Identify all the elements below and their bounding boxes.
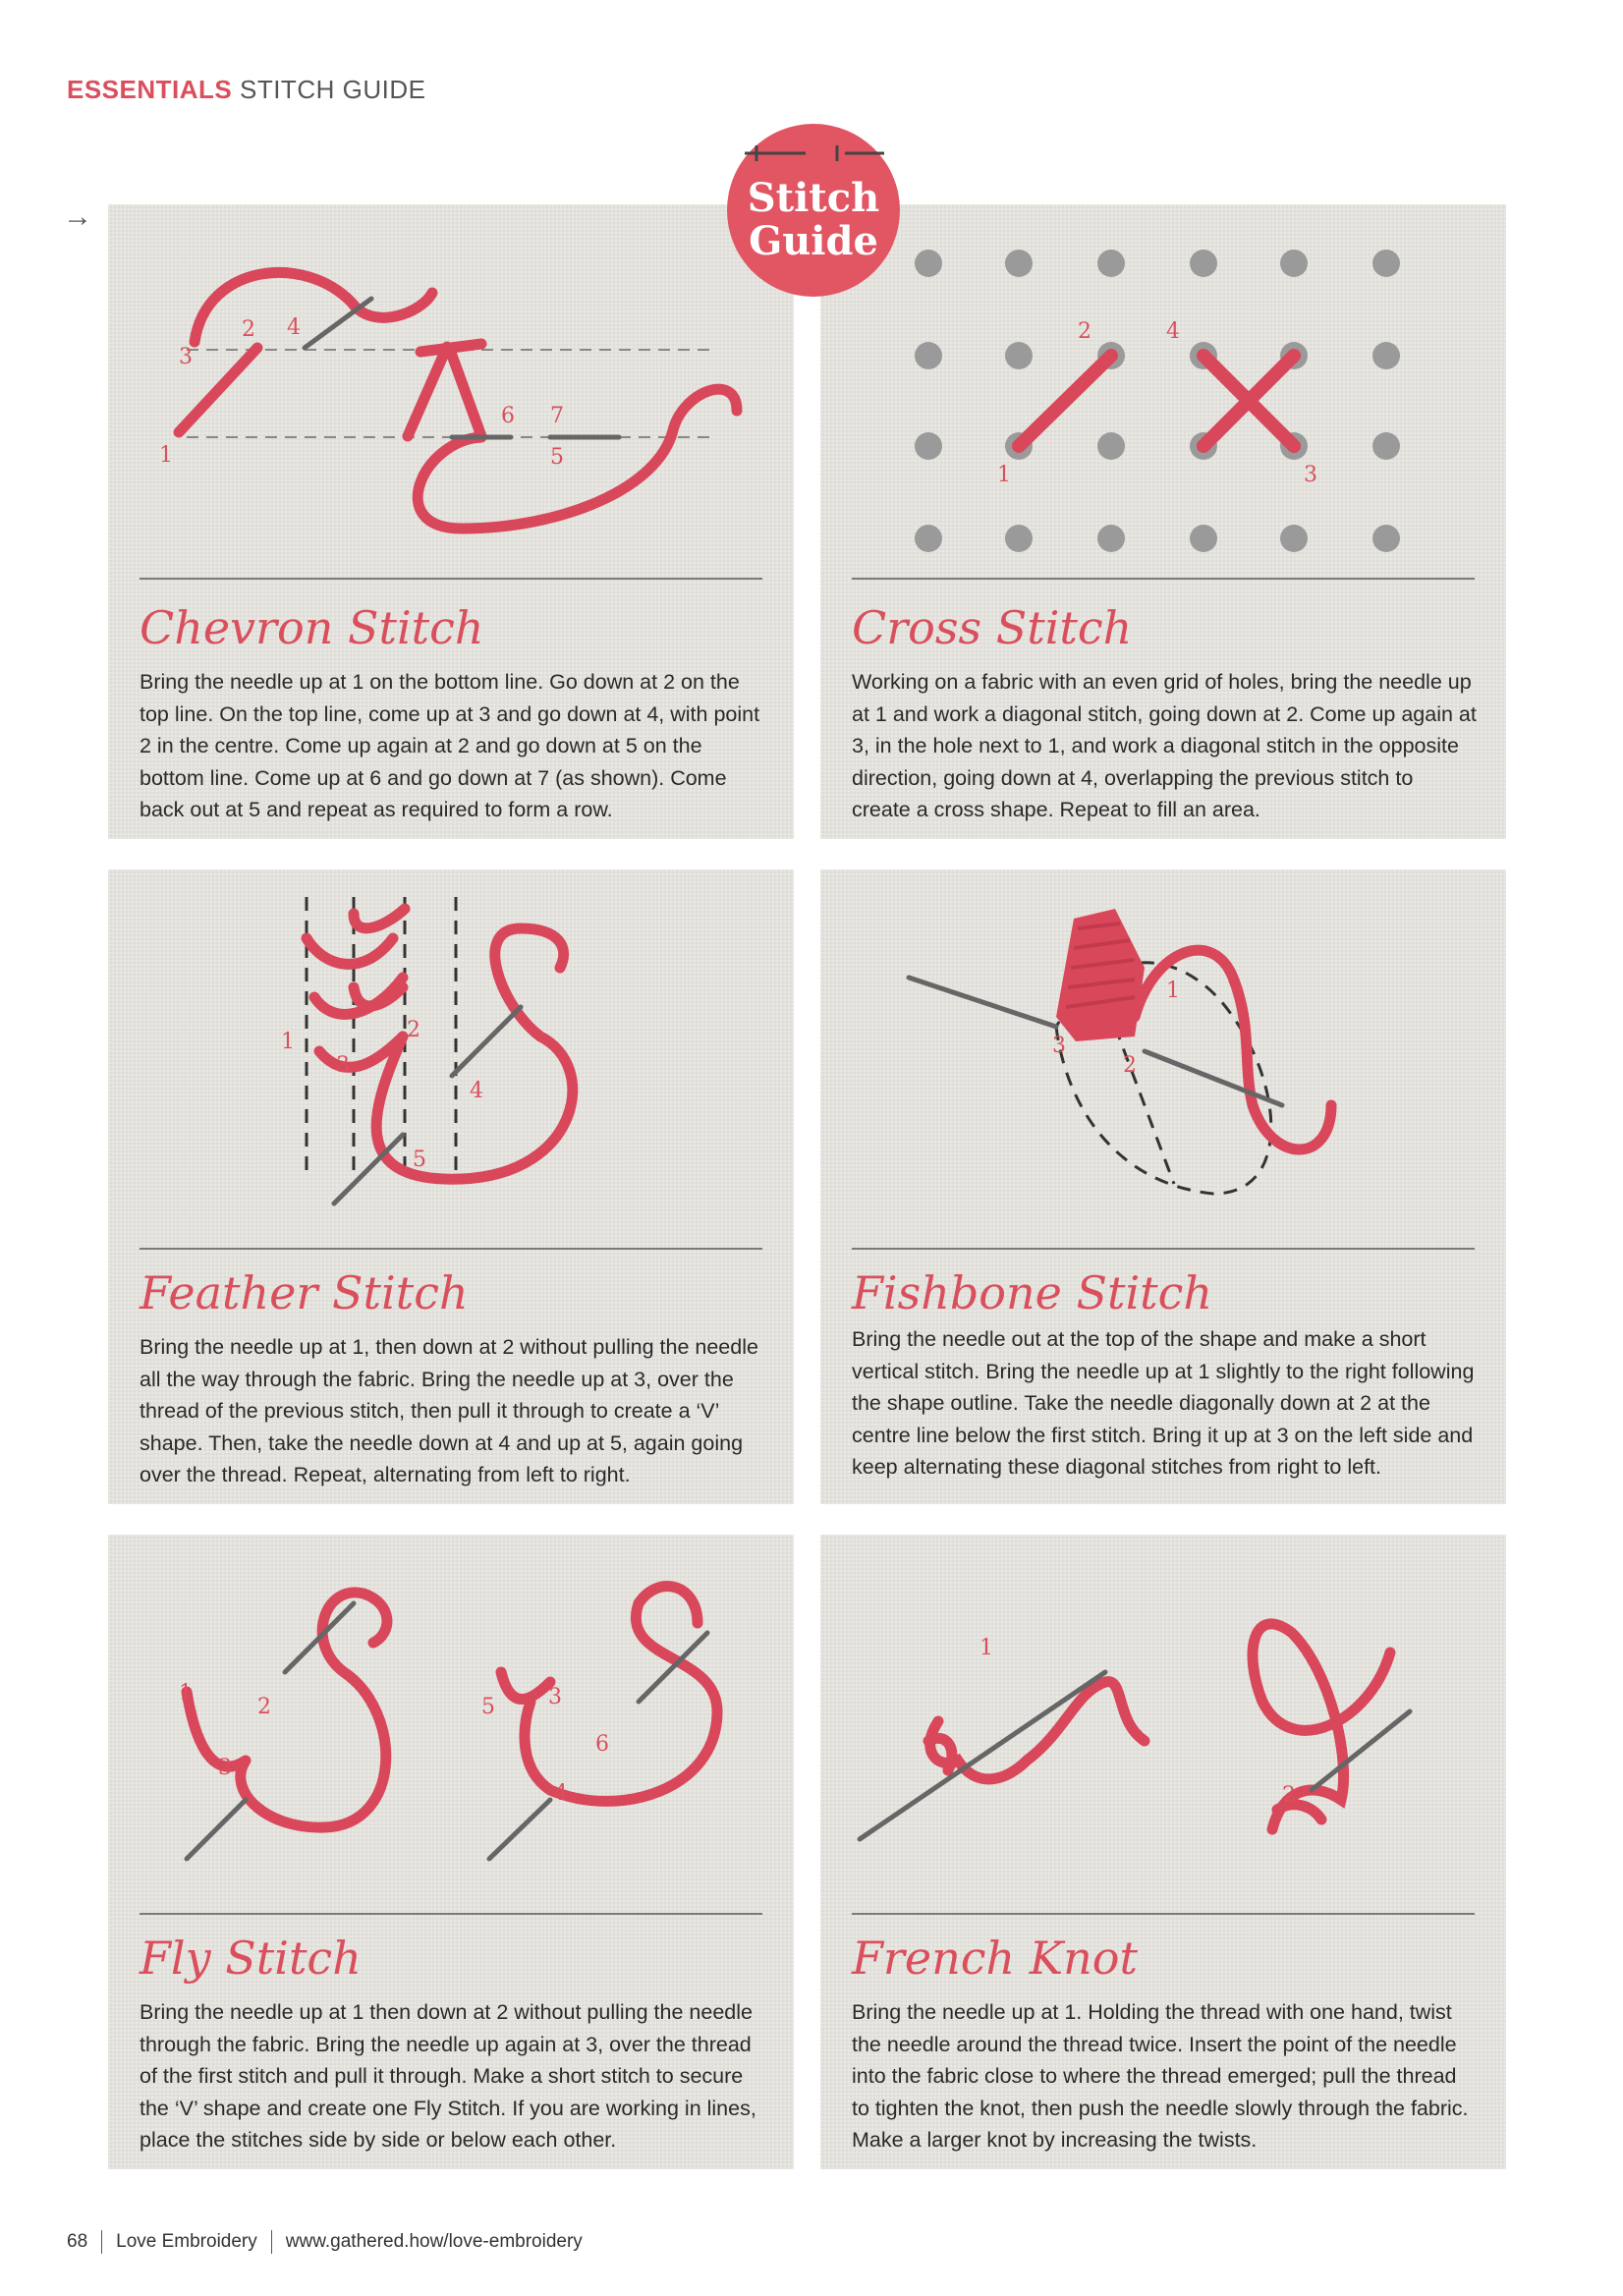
label-cross-2: 2 [1078,319,1091,344]
page-number: 68 [67,2231,88,2253]
card-french-knot [820,1535,1506,2169]
stitch-guide-badge [727,124,900,297]
card-feather-stitch [108,869,794,1504]
card-cross-stitch [820,204,1506,839]
card-text: Bring the needle up at 1 then down at 2 without pulling the needle through the fabric. Bring the needle up again at 3, over the thread of the first stitch and pull it through. Make a short stitch to secure the ‘V’ shape and create one Fly Stitch. If you are working in lines, place the stitches side by side or below each other. [140,2000,756,2152]
label-chevron-5: 5 [550,445,564,470]
website-link[interactable]: www.gathered.how/love-embroidery [285,2231,583,2253]
label-chevron-6: 6 [501,404,515,428]
label-feather-3: 3 [336,1053,350,1078]
badge-line2: Guide [749,218,878,264]
label-feather-4: 4 [470,1079,483,1103]
label-fly-4: 4 [554,1781,568,1806]
label-chevron-4: 4 [287,315,301,340]
chevron-stitch-illustration [108,204,794,578]
magazine-name: Love Embroidery [116,2231,257,2253]
label-fishbone-3: 3 [1052,1034,1066,1058]
section-header [67,75,425,105]
card-fly-stitch [108,1535,794,2169]
card-text: Bring the needle up at 1. Holding the thread with one hand, twist the needle around the thread twice. Insert the point of the needle into the fabric close to where the thread emerged; pull the thread to tighten the knot, then push the needle slowly through the fabric. Make a larger knot by increasing the twists. [852,2000,1469,2152]
label-chevron-1: 1 [159,443,173,468]
arrow-icon: → [63,200,92,233]
divider [852,578,1475,580]
card-title: Chevron Stitch [140,601,484,654]
divider [140,1248,762,1250]
card-title: Fly Stitch [140,1932,362,1985]
label-feather-5: 5 [413,1148,426,1172]
divider [852,1248,1475,1250]
divider [852,1913,1475,1915]
label-cross-3: 3 [1304,463,1317,487]
label-feather-1: 1 [281,1030,295,1054]
cross-stitch-illustration [820,204,1506,578]
divider [140,1913,762,1915]
label-fly-3: 3 [218,1756,232,1780]
divider [140,578,762,580]
label-chevron-7: 7 [550,404,564,428]
card-text: Bring the needle up at 1, then down at 2 without pulling the needle all the way through the fabric. Bring the needle up at 3, over the thread of the previous stitch, then pull it through to create a ‘V’ shape. Then, take the needle down at 4 and up at 5, again going over the thread. Repeat, alternating from left to right. [140,1335,758,1486]
french-knot-illustration [820,1535,1506,1908]
header-bold: ESSENTIALS [67,75,233,104]
label-chevron-3: 3 [179,345,193,369]
card-text: Bring the needle out at the top of the shape and make a short vertical stitch. Bring the needle up at 1 slightly to the right following the shape outline. Take the needle diagonally down at 2 at the centre line below the first stitch. Bring it up at 3 on the left side and keep alternating these diagonal stitches from right to left. [852,1327,1475,1479]
card-fishbone-stitch [820,869,1506,1504]
card-title: Cross Stitch [852,601,1133,654]
fly-stitch-illustration [108,1535,794,1908]
label-fishbone-1: 1 [1166,979,1180,1003]
card-title: French Knot [852,1932,1138,1985]
header-rest: STITCH GUIDE [239,75,426,104]
fishbone-stitch-illustration [820,869,1506,1243]
card-title: Feather Stitch [140,1266,469,1319]
label-fishbone-2: 2 [1123,1053,1137,1078]
badge-line1: Stitch [747,175,880,221]
label-cross-1: 1 [997,463,1011,487]
page-footer [67,2230,583,2254]
label-feather-2: 2 [407,1018,420,1042]
card-chevron-stitch [108,204,794,839]
label-fly-5: 5 [481,1695,495,1719]
label-chevron-2: 2 [242,317,255,342]
label-fly-1: 1 [179,1681,193,1706]
divider [271,2230,272,2254]
feather-stitch-illustration [108,869,794,1243]
label-cross-4: 4 [1166,319,1180,344]
card-title: Fishbone Stitch [852,1266,1213,1319]
label-french-1: 1 [979,1636,993,1660]
label-fly-2: 2 [257,1695,271,1719]
label-fly-3b: 3 [548,1685,562,1709]
card-text: Bring the needle up at 1 on the bottom line. Go down at 2 on the top line. On the top line, come up at 3 and go down at 4, with point 2 in the centre. Come up again at 2 and go down at 5 on the bottom line. Come up at 6 and go down at 7 (as shown). Come back out at 5 and repeat as required to form a row. [140,670,760,821]
label-french-2: 2 [1282,1783,1296,1808]
label-fly-6: 6 [595,1732,609,1757]
divider [101,2230,102,2254]
card-text: Working on a fabric with an even grid of holes, bring the needle up at 1 and work a diagonal stitch, going down at 2. Come up again at 3, in the hole next to 1, and work a diagonal stitch in the opposite direction, going down at 4, overlapping the previous stitch to create a cross shape. Repeat to fill an area. [852,670,1477,821]
